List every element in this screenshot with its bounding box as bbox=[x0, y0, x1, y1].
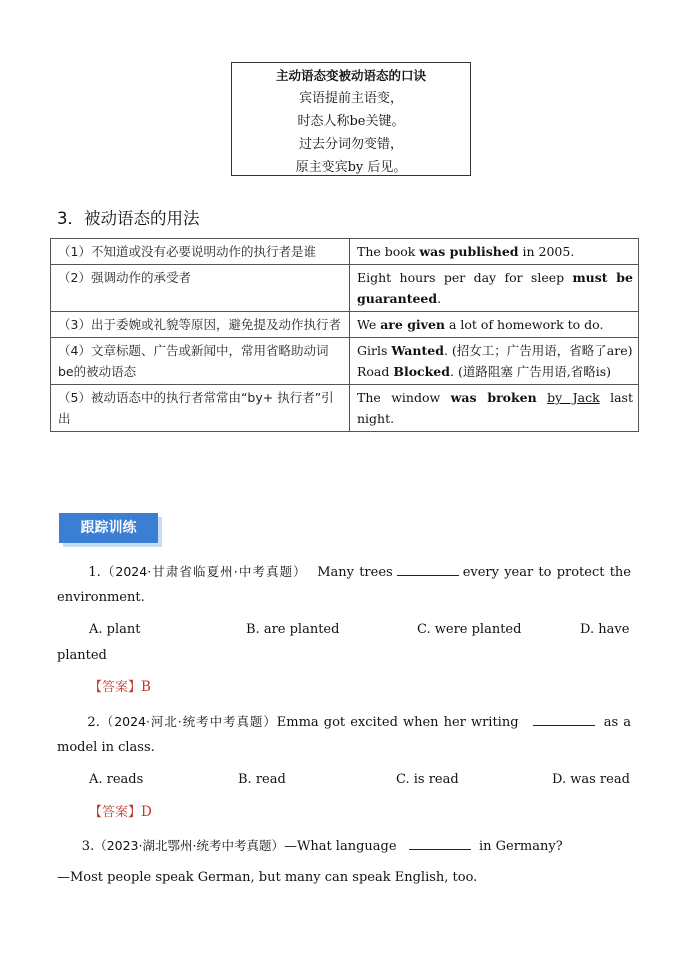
table-row bbox=[51, 312, 639, 338]
answer-tag: 【答案】 bbox=[89, 680, 142, 695]
answer-line bbox=[89, 675, 151, 700]
answer-tag: 【答案】 bbox=[89, 805, 142, 820]
usage-cell: （4）文章标题、广告或新闻中，常用省略助动词be的被动语态 bbox=[51, 338, 350, 385]
option-d-continuation: planted bbox=[57, 648, 107, 663]
option-b[interactable]: B. read bbox=[238, 772, 286, 787]
section-heading: 3．被动语态的用法 bbox=[57, 209, 200, 228]
option-a[interactable]: A. plant bbox=[89, 622, 141, 637]
question-source: （2024·河北·统考中考真题） bbox=[99, 714, 277, 729]
option-a[interactable]: A. reads bbox=[89, 772, 144, 787]
example-text: We bbox=[357, 317, 381, 332]
question-source: （2024·甘肃省临夏州·中考真题） bbox=[100, 564, 307, 579]
question-2 bbox=[57, 709, 631, 760]
example-bold: Wanted bbox=[391, 343, 444, 358]
usage-cell: （2）强调动作的承受者 bbox=[51, 265, 350, 312]
table-row bbox=[51, 265, 639, 312]
example-text: Eight hours per day for sleep bbox=[357, 270, 573, 285]
question-text: Emma got excited when her writing bbox=[276, 715, 519, 730]
question-source: （2023·湖北鄂州·统考中考真题） bbox=[94, 838, 284, 853]
example-text: The book bbox=[357, 244, 420, 259]
example-cell bbox=[350, 338, 639, 385]
mnemonic-title: 主动语态变被动语态的口诀 bbox=[275, 68, 426, 83]
example-underline: by Jack bbox=[547, 390, 600, 405]
example-text: Road bbox=[357, 364, 394, 379]
example-bold: are given bbox=[380, 317, 445, 332]
mnemonic-line: 宾语提前主语变， bbox=[298, 91, 403, 106]
answer-value: D bbox=[141, 804, 152, 820]
example-text: in 2005. bbox=[518, 244, 575, 259]
example-bold: was published bbox=[419, 244, 519, 259]
example-cell bbox=[350, 385, 639, 432]
answer-line bbox=[89, 800, 152, 825]
answer-blank bbox=[409, 837, 471, 850]
question-text: Many trees bbox=[317, 565, 393, 580]
answer-blank bbox=[533, 713, 595, 726]
mnemonic-line: 原主变宾by 后见。 bbox=[295, 160, 407, 175]
example-bold: Blocked bbox=[393, 364, 450, 379]
example-text: . (招女工；广告用语，省略了are) bbox=[443, 343, 633, 358]
table-row bbox=[51, 385, 639, 432]
mnemonic-box bbox=[231, 62, 471, 176]
question-text: —What language bbox=[283, 839, 397, 854]
question-text: in Germany? bbox=[478, 839, 563, 854]
example-cell bbox=[350, 265, 639, 312]
example-line bbox=[357, 361, 633, 382]
question-3 bbox=[57, 833, 631, 859]
example-text: . bbox=[437, 291, 442, 306]
usage-cell: （1）不知道或没有必要说明动作的执行者是谁 bbox=[51, 239, 350, 265]
question-number: 3. bbox=[81, 839, 95, 854]
usage-cell: （5）被动语态中的执行者常常由“by+ 执行者”引出 bbox=[51, 385, 350, 432]
option-c[interactable]: C. is read bbox=[396, 772, 459, 787]
answer-value: B bbox=[141, 679, 151, 695]
question-number: 2. bbox=[87, 715, 100, 730]
question-text: as a model in class. bbox=[57, 715, 631, 755]
option-d[interactable]: D. have bbox=[580, 622, 630, 637]
table-row bbox=[51, 239, 639, 265]
usage-cell: （3）出于委婉或礼貌等原因，避免提及动作执行者 bbox=[51, 312, 350, 338]
options-row bbox=[89, 617, 631, 642]
example-text: Girls bbox=[357, 343, 392, 358]
practice-banner: 跟踪训练 bbox=[59, 513, 158, 543]
question-text: every year to protect the environment. bbox=[57, 565, 631, 605]
option-d[interactable]: D. was read bbox=[552, 772, 630, 787]
example-text: The window bbox=[357, 390, 451, 405]
mnemonic-line: 过去分词勿变错， bbox=[298, 137, 403, 152]
answer-blank bbox=[397, 563, 459, 576]
example-text: a lot of homework to do. bbox=[445, 317, 604, 332]
question-1 bbox=[57, 559, 631, 610]
option-c[interactable]: C. were planted bbox=[417, 622, 522, 637]
passive-usage-table bbox=[50, 238, 639, 432]
example-cell bbox=[350, 312, 639, 338]
example-bold: was broken bbox=[450, 390, 537, 405]
dialogue-line: —Most people speak German, but many can speak English, too. bbox=[57, 870, 478, 885]
example-cell bbox=[350, 239, 639, 265]
options-row bbox=[89, 767, 631, 792]
option-b[interactable]: B. are planted bbox=[246, 622, 340, 637]
example-bold: must be guaranteed bbox=[357, 270, 633, 306]
mnemonic-line: 时态人称be关键。 bbox=[297, 114, 405, 129]
example-line bbox=[357, 340, 633, 361]
table-row bbox=[51, 338, 639, 385]
example-text: last night. bbox=[357, 390, 633, 426]
question-number: 1. bbox=[88, 565, 101, 580]
example-text: . (道路阻塞 广告用语,省略is) bbox=[450, 364, 612, 379]
